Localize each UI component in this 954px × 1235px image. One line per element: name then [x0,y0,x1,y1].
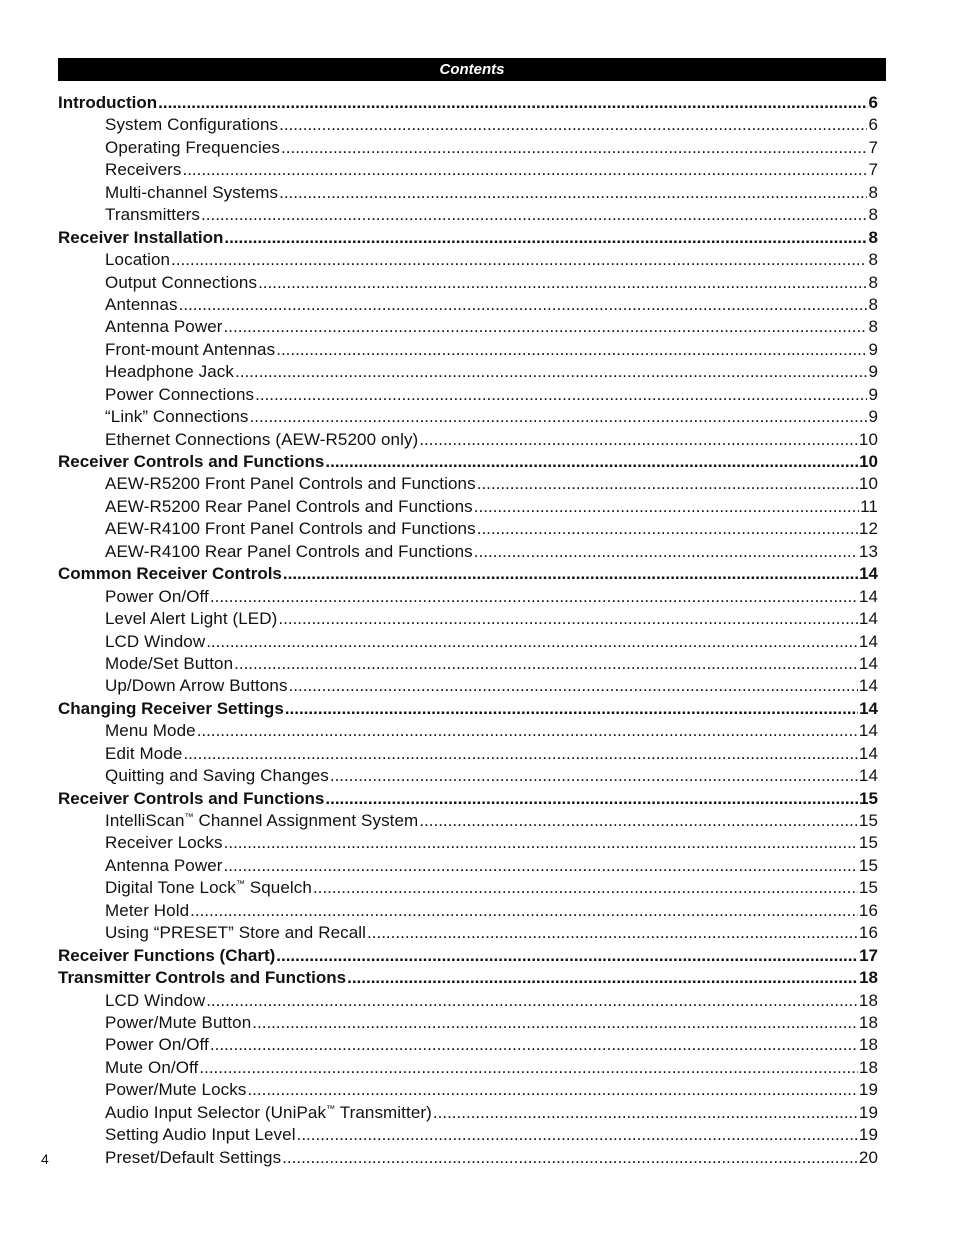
toc-entry-page: 14 [858,609,878,629]
toc-entry-title: Digital Tone Lock [105,878,236,898]
toc-entry-page: 15 [858,833,878,853]
toc-entry-label [105,810,418,832]
toc-entry-title: Receiver Installation [58,227,224,247]
toc-entry-page: 8 [868,250,878,270]
toc-entry-title: Level Alert Light (LED) [105,609,278,629]
toc-subsection-entry[interactable] [58,720,878,742]
toc-entry-title: Audio Input Selector (UniPak [105,1102,327,1122]
toc-entry-title: Transmitter Controls and Functions [58,968,347,988]
toc-entry-title: IntelliScan [105,811,185,830]
toc-subsection-entry[interactable] [58,810,878,832]
dot-leader [278,608,858,630]
toc-entry-title: Receiver Controls and Functions [58,788,325,808]
toc-entry-label [105,1034,209,1056]
dot-leader [210,1034,858,1056]
toc-section-entry[interactable] [58,563,878,585]
dot-leader [252,1012,858,1034]
toc-entry-title: AEW-R4100 Front Panel Controls and Functions [105,519,476,539]
dot-leader [197,720,858,742]
toc-entry-title: Preset/Default Settings [105,1147,282,1167]
dot-leader [419,810,858,832]
trademark-symbol: ™ [326,1103,336,1114]
toc-subsection-entry[interactable] [58,1124,878,1146]
toc-entry-page: 18 [859,968,878,988]
toc-subsection-entry[interactable] [58,631,878,653]
toc-entry-page: 19 [858,1125,878,1145]
toc-entry-title: Introduction [58,93,158,112]
toc-subsection-entry[interactable] [58,272,878,294]
toc-subsection-entry[interactable] [58,541,878,563]
toc-entry-page: 6 [868,115,878,135]
toc-entry-label [105,765,329,787]
toc-entry-page: 15 [858,855,878,875]
toc-entry-title: Operating Frequencies [105,137,281,157]
dot-leader [279,114,867,136]
toc-entry-label [105,1057,198,1079]
toc-entry-page: 19 [858,1080,878,1100]
toc-section-entry[interactable] [58,788,878,810]
toc-entry-title: System Configurations [105,115,279,135]
toc-entry-page: 11 [860,496,878,516]
toc-entry-page: 7 [868,137,878,157]
toc-entry-title: Power/Mute Locks [105,1080,247,1100]
toc-entry-page: 15 [858,811,878,830]
toc-entry-page: 14 [858,631,878,651]
toc-entry-page: 15 [859,788,878,808]
toc-entry-label [105,114,278,136]
dot-leader [477,518,858,540]
toc-subsection-entry[interactable] [58,159,878,181]
toc-entry-page: 14 [858,743,878,763]
toc-section-entry[interactable] [58,92,878,114]
toc-entry-title: Menu Mode [105,721,196,741]
toc-subsection-entry[interactable] [58,1034,878,1056]
toc-entry-label [105,429,418,451]
toc-subsection-entry[interactable] [58,406,878,428]
toc-subsection-entry[interactable] [58,361,878,383]
dot-leader [171,249,867,271]
dot-leader [258,272,867,294]
toc-entry-page: 10 [858,474,878,494]
toc-subsection-entry[interactable] [58,990,878,1012]
toc-entry-label [105,990,205,1012]
toc-entry-title: Setting Audio Input Level [105,1125,296,1145]
toc-entry-page: 8 [868,182,878,202]
toc-subsection-entry[interactable] [58,294,878,316]
toc-entry-page: 14 [858,721,878,741]
toc-subsection-entry[interactable] [58,518,878,540]
toc-entry-label [105,249,170,271]
toc-entry-label [105,361,234,383]
toc-entry-title: AEW-R5200 Front Panel Controls and Functions [105,474,476,494]
toc-entry-label [105,272,257,294]
toc-entry-label [105,631,205,653]
toc-entry-page: 15 [858,878,878,898]
dot-leader [325,451,858,473]
dot-leader [285,698,858,720]
dot-leader [433,1102,858,1124]
toc-subsection-entry[interactable] [58,429,878,451]
toc-entry-title: Antennas [105,294,178,314]
dot-leader [224,832,858,854]
dot-leader [158,92,867,114]
toc-subsection-entry[interactable] [58,922,878,944]
toc-entry-page: 9 [868,384,878,404]
toc-entry-label [58,698,284,720]
toc-entry-page: 9 [868,339,878,359]
toc-entry-label [105,384,254,406]
toc-entry-page: 6 [868,93,878,112]
dot-leader [224,227,867,249]
toc-entry-page: 10 [859,452,878,471]
toc-entry-title: AEW-R5200 Rear Panel Controls and Functions [105,496,473,516]
dot-leader [276,339,867,361]
dot-leader [255,384,867,406]
dot-leader [224,316,868,338]
toc-subsection-entry[interactable] [58,900,878,922]
toc-entry-label [105,608,277,630]
toc-entry-title: Power On/Off [105,1035,209,1055]
dot-leader [367,922,858,944]
toc-entry-label [105,159,181,181]
dot-leader [224,855,858,877]
toc-entry-page: 17 [859,945,878,965]
toc-entry-label [105,877,312,899]
dot-leader [250,406,868,428]
dot-leader [283,563,858,585]
toc-entry-title: Using “PRESET” Store and Recall [105,923,367,943]
toc-entry-label [58,967,346,989]
toc-entry-label [105,1102,432,1124]
toc-subsection-entry[interactable] [58,765,878,787]
toc-entry-label [105,204,200,226]
toc-subsection-entry[interactable] [58,496,878,518]
toc-entry-page: 18 [858,990,878,1010]
toc-entry-label [105,1124,296,1146]
toc-subsection-entry[interactable] [58,877,878,899]
dot-leader [279,182,867,204]
trademark-symbol: ™ [235,878,245,889]
toc-entry-label [105,720,196,742]
toc-entry-label [105,855,223,877]
toc-entry-page: 12 [858,519,878,539]
toc-entry-page: 8 [868,317,878,337]
toc-entry-page: 8 [868,205,878,225]
toc-entry-label [105,137,280,159]
toc-entry-title: Transmitters [105,205,201,225]
page-number: 4 [41,1151,49,1167]
dot-leader [183,743,857,765]
toc-entry-page: 16 [858,900,878,920]
toc-subsection-entry[interactable] [58,137,878,159]
toc-entry-title: Edit Mode [105,743,183,763]
toc-entry-label [58,227,223,249]
toc-entry-page: 14 [858,586,878,606]
toc-entry-title: AEW-R4100 Rear Panel Controls and Functions [105,541,473,561]
dot-leader [282,1147,858,1169]
toc-entry-label [105,675,288,697]
toc-entry-label [58,788,324,810]
toc-entry-title: Power/Mute Button [105,1012,252,1032]
toc-entry-page: 8 [868,227,878,247]
toc-subsection-entry[interactable] [58,182,878,204]
toc-subsection-entry[interactable] [58,1079,878,1101]
toc-entry-label [105,473,476,495]
toc-entry-title: Location [105,250,171,270]
dot-leader [347,967,858,989]
toc-entry-title: “Link” Connections [105,407,249,427]
toc-subsection-entry[interactable] [58,743,878,765]
dot-leader [182,159,867,181]
toc-subsection-entry[interactable] [58,855,878,877]
dot-leader [247,1079,857,1101]
toc-entry-title: Up/Down Arrow Buttons [105,676,288,696]
toc-entry-title: Front-mount Antennas [105,339,276,359]
toc-entry-page: 14 [858,676,878,696]
table-of-contents [58,92,878,1169]
toc-entry-page: 14 [858,766,878,786]
dot-leader [325,788,858,810]
toc-entry-label [105,339,275,361]
toc-subsection-entry[interactable] [58,204,878,226]
dot-leader [179,294,868,316]
toc-entry-label [105,832,223,854]
toc-subsection-entry[interactable] [58,114,878,136]
toc-entry-label [105,900,189,922]
toc-entry-title: Receiver Locks [105,833,223,853]
dot-leader [234,653,858,675]
toc-subsection-entry[interactable] [58,586,878,608]
toc-entry-title: LCD Window [105,990,206,1010]
toc-entry-label [105,743,182,765]
toc-entry-label [105,922,366,944]
toc-entry-title: Antenna Power [105,317,223,337]
toc-entry-page: 18 [858,1035,878,1055]
toc-entry-label [58,451,324,473]
toc-entry-label [105,1012,251,1034]
toc-section-entry[interactable] [58,698,878,720]
toc-section-entry[interactable] [58,945,878,967]
toc-subsection-entry[interactable] [58,316,878,338]
toc-entry-label [105,496,473,518]
toc-entry-title: Antenna Power [105,855,223,875]
dot-leader [289,675,858,697]
toc-subsection-entry[interactable] [58,384,878,406]
toc-entry-page: 19 [858,1102,878,1122]
toc-subsection-entry[interactable] [58,675,878,697]
toc-entry-page: 14 [859,564,878,584]
toc-entry-page: 10 [858,429,878,449]
toc-entry-label [105,182,278,204]
toc-entry-page: 20 [858,1147,878,1167]
toc-entry-title: Power On/Off [105,586,209,606]
toc-entry-title-continued: Transmitter) [335,1102,432,1122]
toc-subsection-entry[interactable] [58,1102,878,1124]
toc-entry-page: 13 [858,541,878,561]
dot-leader [474,496,859,518]
toc-entry-page: 18 [858,1057,878,1077]
toc-entry-title-continued: Squelch [244,878,312,898]
toc-entry-title-continued: Channel Assignment System [193,811,419,830]
dot-leader [235,361,867,383]
toc-entry-title: Output Connections [105,272,258,292]
toc-entry-page: 8 [868,272,878,292]
toc-entry-label [105,586,209,608]
dot-leader [199,1057,858,1079]
toc-entry-page: 7 [868,160,878,180]
toc-entry-title: Headphone Jack [105,362,234,382]
toc-subsection-entry[interactable] [58,1012,878,1034]
toc-entry-title: Changing Receiver Settings [58,698,284,718]
dot-leader [206,631,858,653]
dot-leader [297,1124,858,1146]
toc-section-entry[interactable] [58,227,878,249]
toc-entry-label [105,541,473,563]
dot-leader [313,877,858,899]
dot-leader [206,990,858,1012]
toc-subsection-entry[interactable] [58,1057,878,1079]
toc-entry-page: 9 [868,407,878,427]
dot-leader [474,541,858,563]
trademark-symbol: ™ [184,811,194,822]
toc-entry-title: Ethernet Connections (AEW-R5200 only) [105,429,419,449]
toc-subsection-entry[interactable] [58,832,878,854]
toc-entry-title: Receiver Controls and Functions [58,452,325,471]
toc-entry-page: 8 [868,294,878,314]
toc-entry-label [105,316,223,338]
toc-subsection-entry[interactable] [58,339,878,361]
toc-entry-title: Mute On/Off [105,1057,199,1077]
dot-leader [281,137,867,159]
toc-entry-title: Receiver Functions (Chart) [58,945,276,965]
toc-entry-label [105,1079,246,1101]
dot-leader [201,204,867,226]
toc-entry-label [105,1147,281,1169]
toc-subsection-entry[interactable] [58,608,878,630]
toc-entry-label [58,563,282,585]
dot-leader [419,429,858,451]
dot-leader [190,900,858,922]
toc-section-entry[interactable] [58,967,878,989]
toc-entry-label [105,653,233,675]
toc-entry-page: 16 [858,923,878,943]
toc-subsection-entry[interactable] [58,473,878,495]
toc-entry-label [105,406,249,428]
toc-subsection-entry[interactable] [58,249,878,271]
toc-entry-title: Mode/Set Button [105,653,234,673]
toc-entry-label [105,518,476,540]
toc-entry-label [105,294,178,316]
toc-subsection-entry[interactable] [58,653,878,675]
toc-entry-title: LCD Window [105,631,206,651]
contents-header [58,58,886,81]
toc-entry-title: Meter Hold [105,900,190,920]
toc-subsection-entry[interactable] [58,1147,878,1169]
toc-entry-title: Power Connections [105,384,255,404]
toc-entry-title: Common Receiver Controls [58,564,282,584]
toc-entry-title: Quitting and Saving Changes [105,766,329,786]
toc-entry-title: Multi-channel Systems [105,182,279,202]
toc-entry-page: 9 [868,362,878,382]
dot-leader [210,586,858,608]
toc-entry-label [58,92,157,114]
toc-entry-page: 14 [858,653,878,673]
toc-entry-title: Receivers [105,160,182,180]
dot-leader [477,473,858,495]
toc-entry-label [58,945,275,967]
contents-title: Contents [439,61,505,78]
toc-entry-page: 14 [859,698,878,718]
toc-entry-page: 18 [858,1012,878,1032]
toc-section-entry[interactable] [58,451,878,473]
dot-leader [276,945,858,967]
dot-leader [330,765,858,787]
